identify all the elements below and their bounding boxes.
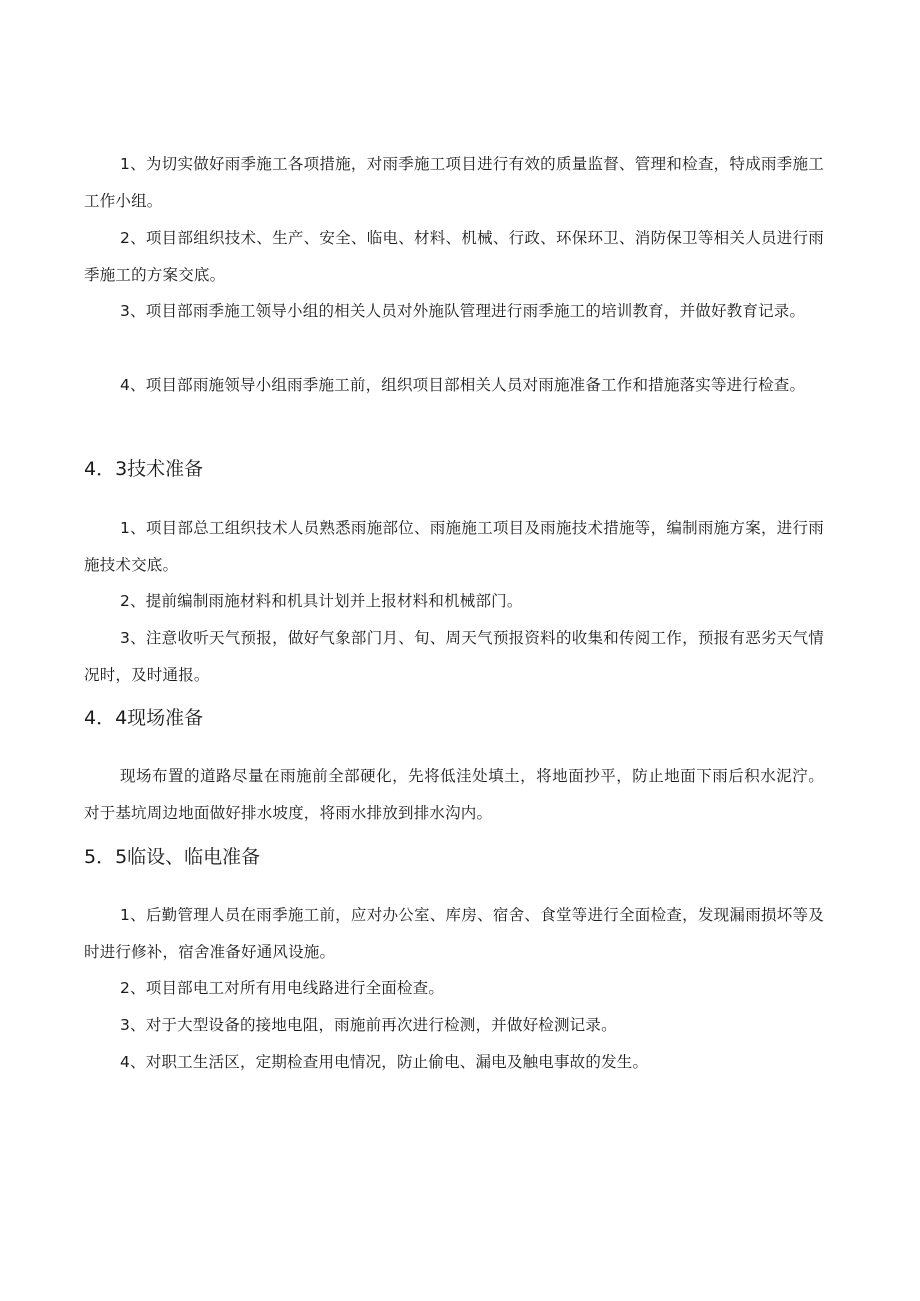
- paragraph-4-3-item-2: 2、提前编制雨施材料和机具计划并上报材料和机械部门。: [120, 592, 523, 610]
- section-heading-4-3: 4．3技术准备: [84, 458, 204, 480]
- paragraph-4-4-item-1: 现场布置的道路尽量在雨施前全部硬化，先将低洼处填土，将地面抄平，防止地面下雨后积水泥泞。对于基坑周边地面做好排水坡度，将雨水排放到排水沟内。: [84, 767, 824, 822]
- section-heading-4-4: 4．4现场准备: [84, 707, 204, 729]
- paragraph-5-5-item-3: 3、对于大型设备的接地电阻，雨施前再次进行检测，并做好检测记录。: [120, 1016, 617, 1034]
- paragraph-4-2-item-2: 2、项目部组织技术、生产、安全、临电、材料、机械、行政、环保环卫、消防保卫等相关人员进行雨季施工的方案交底。: [84, 229, 824, 284]
- paragraph-5-5-item-2: 2、项目部电工对所有用电线路进行全面检查。: [120, 979, 445, 997]
- paragraph-4-3-item-1: 1、项目部总工组织技术人员熟悉雨施部位、雨施施工项目及雨施技术措施等，编制雨施方案，进行雨施技术交底。: [84, 519, 824, 574]
- paragraph-5-5-item-4: 4、对职工生活区，定期检查用电情况，防止偷电、漏电及触电事故的发生。: [120, 1053, 649, 1071]
- paragraph-4-2-item-4: 4、项目部雨施领导小组雨季施工前，组织项目部相关人员对雨施准备工作和措施落实等进行检查。: [120, 376, 806, 394]
- paragraph-4-3-item-3: 3、注意收听天气预报，做好气象部门月、旬、周天气预报资料的收集和传阅工作，预报有恶劣天气情况时，及时通报。: [84, 629, 824, 684]
- section-heading-5-5: 5．5临设、临电准备: [84, 846, 261, 868]
- paragraph-4-2-item-3: 3、项目部雨季施工领导小组的相关人员对外施队管理进行雨季施工的培训教育，并做好教育记录。: [120, 302, 806, 320]
- paragraph-4-2-item-1: 1、为切实做好雨季施工各项措施，对雨季施工项目进行有效的质量监督、管理和检查，特成雨季施工工作小组。: [84, 155, 824, 210]
- paragraph-5-5-item-1: 1、后勤管理人员在雨季施工前，应对办公室、库房、宿舍、食堂等进行全面检查，发现漏雨损坏等及时进行修补，宿舍准备好通风设施。: [84, 906, 824, 961]
